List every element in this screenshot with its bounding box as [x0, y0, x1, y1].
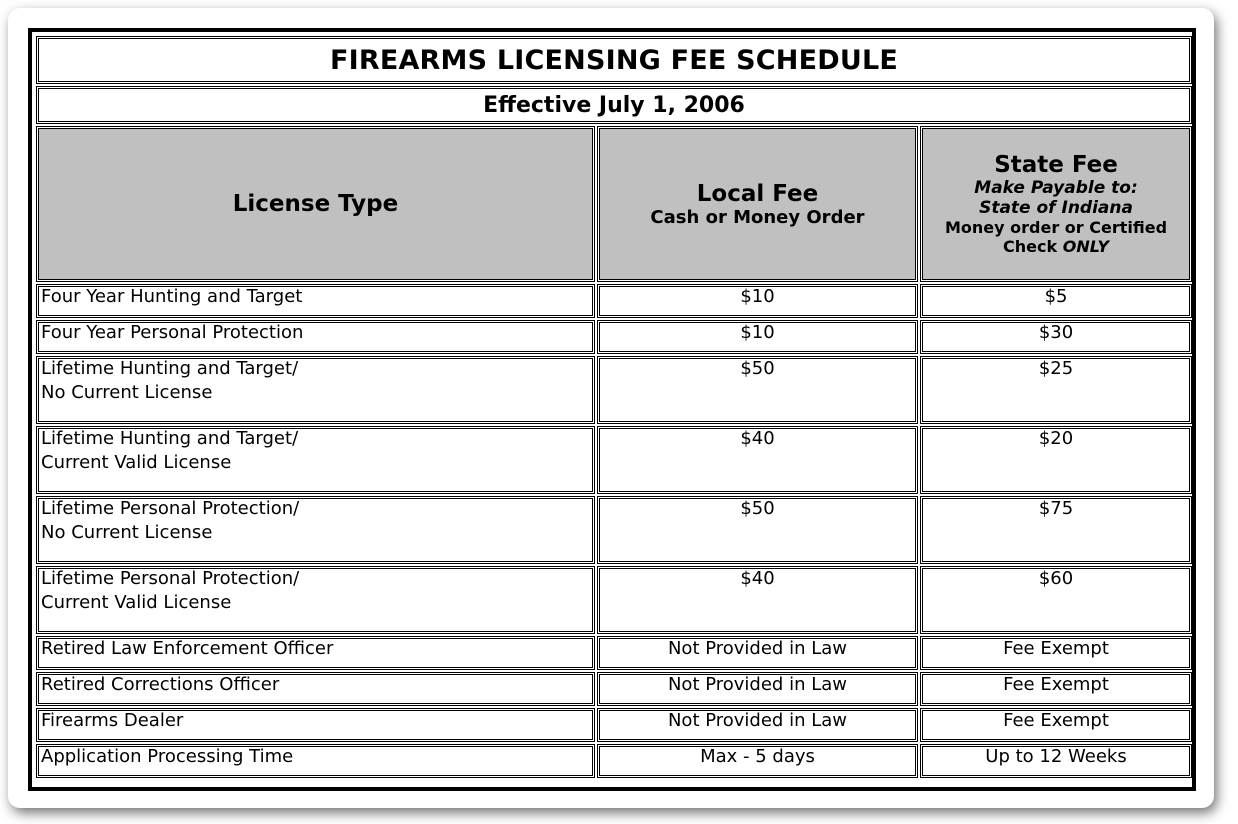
local-fee-cell: $10: [597, 320, 918, 354]
local-fee-cell: Not Provided in Law: [597, 708, 918, 742]
local-fee-cell: Max - 5 days: [597, 744, 918, 778]
state-fee-cell: $30: [920, 320, 1192, 354]
table-row: [36, 426, 1192, 494]
license-type-line2: No Current License: [41, 382, 213, 403]
header-state-fee-note-1: Money order or Certified: [945, 218, 1168, 237]
license-type-line1: Lifetime Personal Protection/: [41, 498, 300, 519]
license-type-line2: Current Valid License: [41, 452, 232, 473]
table-row: [36, 320, 1192, 354]
license-type-line1: Four Year Personal Protection: [41, 322, 304, 343]
state-fee-cell: Up to 12 Weeks: [920, 744, 1192, 778]
license-type-line1: Retired Law Enforcement Officer: [41, 638, 334, 659]
table-row: [36, 636, 1192, 670]
license-type-cell: [36, 636, 595, 670]
table-row: [36, 284, 1192, 318]
header-state-fee: [920, 126, 1192, 282]
local-fee-cell: $50: [597, 356, 918, 424]
license-type-line2: Current Valid License: [41, 592, 232, 613]
license-type-cell: [36, 496, 595, 564]
table-row: [36, 356, 1192, 424]
table-row: [36, 744, 1192, 778]
license-type-line1: Application Processing Time: [41, 746, 294, 767]
fee-schedule-table: [34, 34, 1194, 780]
header-state-fee-label: State Fee: [994, 152, 1118, 178]
local-fee-cell: $50: [597, 496, 918, 564]
state-fee-cell: $60: [920, 566, 1192, 634]
header-local-fee: [597, 126, 918, 282]
license-type-line1: Retired Corrections Officer: [41, 674, 280, 695]
license-type-line2: No Current License: [41, 522, 213, 543]
header-license-type: [36, 126, 595, 282]
license-type-line1: Lifetime Personal Protection/: [41, 568, 300, 589]
license-type-line1: Lifetime Hunting and Target/: [41, 428, 299, 449]
state-fee-cell: $75: [920, 496, 1192, 564]
license-type-line1: Firearms Dealer: [41, 710, 184, 731]
document-card: [8, 8, 1214, 808]
header-state-fee-note-2: Check: [1003, 237, 1058, 256]
license-type-cell: [36, 566, 595, 634]
state-fee-cell: Fee Exempt: [920, 708, 1192, 742]
table-row: [36, 672, 1192, 706]
local-fee-cell: Not Provided in Law: [597, 672, 918, 706]
header-local-fee-label: Local Fee: [696, 180, 819, 207]
table-title: FIREARMS LICENSING FEE SCHEDULE: [36, 36, 1192, 84]
header-local-fee-sub: Cash or Money Order: [650, 206, 865, 228]
header-state-fee-note-3: ONLY: [1062, 237, 1109, 256]
effective-date: Effective July 1, 2006: [36, 86, 1192, 124]
table-row: [36, 566, 1192, 634]
license-type-cell: [36, 320, 595, 354]
license-type-line1: Lifetime Hunting and Target/: [41, 358, 299, 379]
state-fee-cell: $5: [920, 284, 1192, 318]
license-type-cell: [36, 356, 595, 424]
state-fee-cell: Fee Exempt: [920, 636, 1192, 670]
license-type-line1: Four Year Hunting and Target: [41, 286, 303, 307]
table-row: [36, 708, 1192, 742]
header-state-fee-payable: Make Payable to:: [974, 178, 1138, 198]
license-type-cell: [36, 708, 595, 742]
local-fee-cell: Not Provided in Law: [597, 636, 918, 670]
fee-table-frame: [28, 28, 1196, 791]
header-state-fee-note: [925, 218, 1187, 256]
license-type-cell: [36, 672, 595, 706]
license-type-cell: [36, 284, 595, 318]
header-state-fee-payee: State of Indiana: [979, 198, 1133, 218]
local-fee-cell: $40: [597, 566, 918, 634]
state-fee-cell: $25: [920, 356, 1192, 424]
local-fee-cell: $10: [597, 284, 918, 318]
header-license-type-label: License Type: [232, 191, 399, 217]
license-type-cell: [36, 744, 595, 778]
state-fee-cell: $20: [920, 426, 1192, 494]
state-fee-cell: Fee Exempt: [920, 672, 1192, 706]
table-row: [36, 496, 1192, 564]
local-fee-cell: $40: [597, 426, 918, 494]
license-type-cell: [36, 426, 595, 494]
